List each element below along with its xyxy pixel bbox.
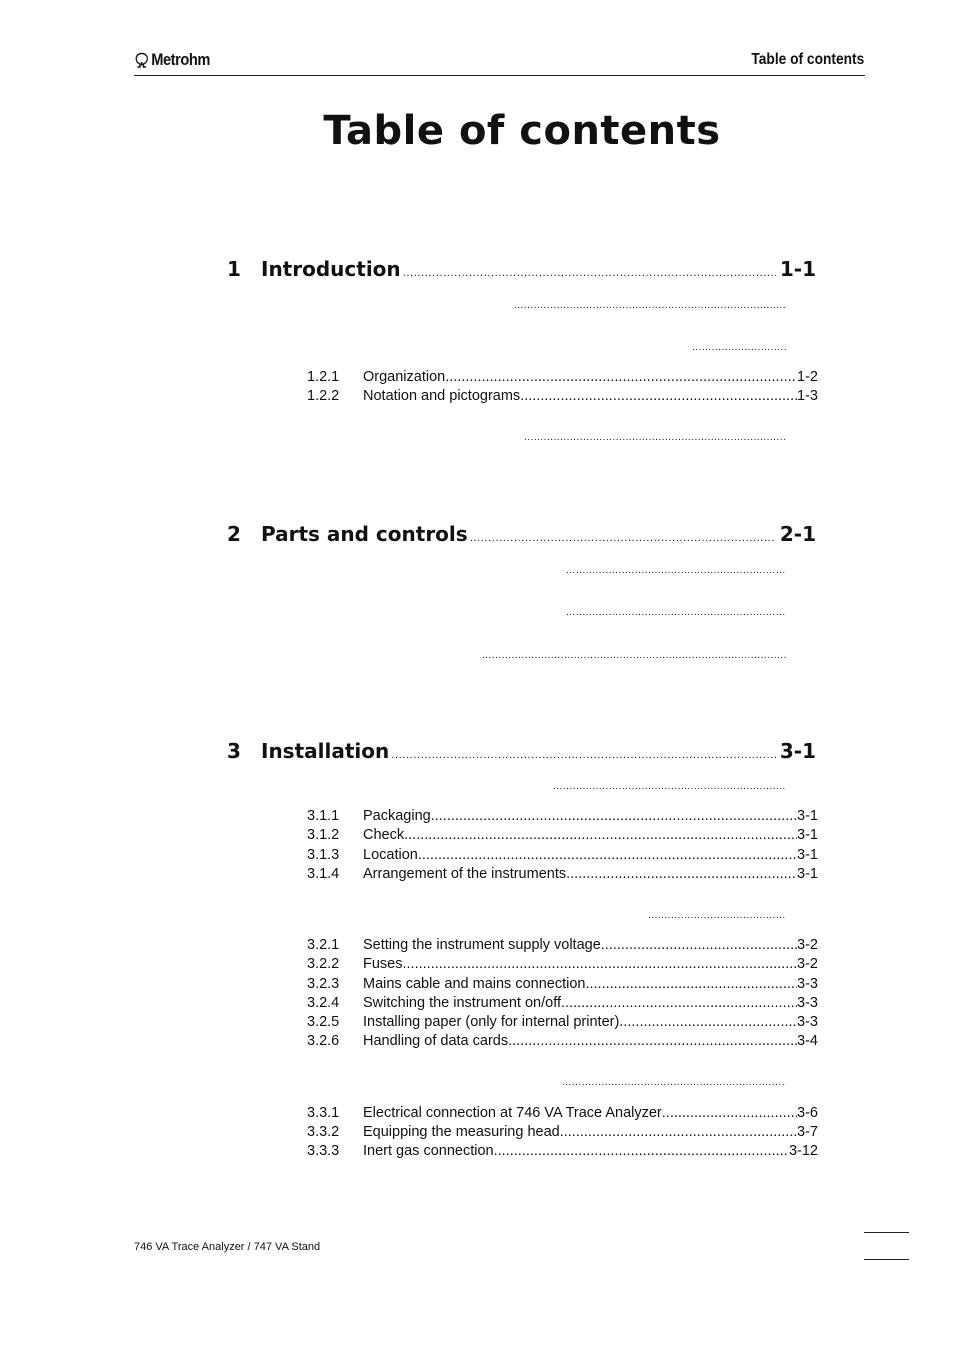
toc-entry[interactable] bbox=[307, 1105, 818, 1121]
entry-title: Equipping the measuring head bbox=[363, 1124, 560, 1140]
chapter-number: 3 bbox=[227, 739, 241, 763]
chapter-page: 2-1 bbox=[779, 522, 816, 546]
toc-entry[interactable] bbox=[307, 995, 818, 1011]
entry-number: 3.3.2 bbox=[307, 1124, 340, 1140]
dot-leader bbox=[566, 866, 797, 882]
entry-number: 3.1.1 bbox=[307, 808, 340, 824]
entry-title: Setting the instrument supply voltage bbox=[363, 937, 601, 953]
toc-entry[interactable] bbox=[307, 369, 818, 385]
toc-entry[interactable] bbox=[307, 1014, 818, 1030]
entry-title: Handling of data cards bbox=[363, 1033, 509, 1049]
entry-number: 3.1.2 bbox=[307, 827, 340, 843]
entry-title: Electrical connection at 746 VA Trace Analyzer bbox=[363, 1105, 662, 1121]
entry-title: Inert gas connection bbox=[363, 1143, 494, 1159]
chapter-number: 2 bbox=[227, 522, 241, 546]
chapter-title: Parts and controls bbox=[261, 522, 468, 546]
toc-entry[interactable] bbox=[307, 976, 818, 992]
dot-leader bbox=[560, 1124, 797, 1140]
dot-leader bbox=[648, 910, 786, 922]
dot-leader bbox=[403, 956, 798, 972]
entry-page: 3-1 bbox=[797, 866, 818, 882]
dot-leader bbox=[553, 781, 786, 793]
dot-leader bbox=[514, 300, 786, 312]
entry-title: Notation and pictograms bbox=[363, 388, 521, 404]
entry-title: Location bbox=[363, 847, 418, 863]
dot-leader bbox=[520, 388, 797, 404]
entry-page: 3-2 bbox=[797, 937, 818, 953]
omega-icon bbox=[134, 52, 149, 68]
chapter-title: Introduction bbox=[261, 257, 401, 281]
footer-rule bbox=[864, 1232, 909, 1233]
entry-page: 3-1 bbox=[797, 808, 818, 824]
chapter-page: 1-1 bbox=[779, 257, 816, 281]
entry-number: 3.1.4 bbox=[307, 866, 340, 882]
toc-entry[interactable] bbox=[307, 827, 818, 843]
dot-leader bbox=[404, 827, 797, 843]
dot-leader bbox=[470, 533, 776, 544]
footer-rule bbox=[864, 1259, 909, 1260]
toc-entry[interactable] bbox=[307, 1124, 818, 1140]
dot-leader bbox=[662, 1105, 797, 1121]
entry-number: 3.2.2 bbox=[307, 956, 340, 972]
entry-number: 1.2.1 bbox=[307, 369, 340, 385]
dot-leader bbox=[494, 1143, 789, 1159]
toc-entry[interactable] bbox=[307, 937, 818, 953]
entry-page: 3-3 bbox=[797, 995, 818, 1011]
chapter-2-heading[interactable] bbox=[227, 522, 816, 546]
dot-leader bbox=[391, 750, 776, 761]
entry-number: 3.2.4 bbox=[307, 995, 340, 1011]
entry-number: 1.2.2 bbox=[307, 388, 340, 404]
chapter-1-heading[interactable] bbox=[227, 257, 816, 281]
metrohm-logo bbox=[134, 50, 210, 70]
page-title: Table of contents bbox=[323, 108, 721, 154]
entry-page: 3-1 bbox=[797, 827, 818, 843]
entry-number: 3.3.1 bbox=[307, 1105, 340, 1121]
dot-leader bbox=[418, 847, 797, 863]
dot-leader bbox=[524, 432, 786, 444]
entry-number: 3.1.3 bbox=[307, 847, 340, 863]
entry-page: 3-2 bbox=[797, 956, 818, 972]
toc-entry[interactable] bbox=[307, 866, 818, 882]
dot-leader bbox=[601, 937, 797, 953]
dot-leader bbox=[561, 995, 797, 1011]
entry-number: 3.3.3 bbox=[307, 1143, 340, 1159]
entry-page: 3-12 bbox=[788, 1143, 818, 1159]
entry-title: Packaging bbox=[363, 808, 431, 824]
entry-title: Fuses bbox=[363, 956, 403, 972]
entry-title: Check bbox=[363, 827, 405, 843]
toc-entry[interactable] bbox=[307, 808, 818, 824]
entry-page: 3-1 bbox=[797, 847, 818, 863]
header-section-title: Table of contents bbox=[751, 51, 864, 68]
dot-leader bbox=[566, 607, 786, 619]
chapter-number: 1 bbox=[227, 257, 241, 281]
entry-number: 3.2.1 bbox=[307, 937, 340, 953]
entry-number: 3.2.6 bbox=[307, 1033, 340, 1049]
entry-title: Organization bbox=[363, 369, 446, 385]
chapter-3-heading[interactable] bbox=[227, 739, 816, 763]
entry-title: Switching the instrument on/off bbox=[363, 995, 562, 1011]
entry-page: 3-3 bbox=[797, 1014, 818, 1030]
dot-leader bbox=[403, 268, 776, 279]
entry-page: 1-2 bbox=[797, 369, 818, 385]
dot-leader bbox=[562, 1077, 786, 1089]
dot-leader bbox=[585, 976, 797, 992]
entry-title: Installing paper (only for internal printer) bbox=[363, 1014, 620, 1030]
toc-entry[interactable] bbox=[307, 1143, 818, 1159]
toc-entry[interactable] bbox=[307, 847, 818, 863]
toc-entry[interactable] bbox=[307, 1033, 818, 1049]
entry-page: 3-6 bbox=[797, 1105, 818, 1121]
chapter-title: Installation bbox=[261, 739, 390, 763]
dot-leader bbox=[692, 342, 786, 354]
entry-page: 1-3 bbox=[797, 388, 818, 404]
chapter-page: 3-1 bbox=[779, 739, 816, 763]
dot-leader bbox=[566, 565, 786, 577]
dot-leader bbox=[482, 650, 786, 662]
entry-page: 3-4 bbox=[797, 1033, 818, 1049]
logo-text: Metrohm bbox=[151, 50, 210, 69]
dot-leader bbox=[508, 1033, 797, 1049]
toc-entry[interactable] bbox=[307, 956, 818, 972]
entry-title: Mains cable and mains connection bbox=[363, 976, 586, 992]
entry-title: Arrangement of the instruments bbox=[363, 866, 567, 882]
entry-number: 3.2.3 bbox=[307, 976, 340, 992]
footer-product-name: 746 VA Trace Analyzer / 747 VA Stand bbox=[134, 1241, 321, 1253]
entry-number: 3.2.5 bbox=[307, 1014, 340, 1030]
header-divider bbox=[134, 75, 865, 76]
dot-leader bbox=[619, 1014, 797, 1030]
dot-leader bbox=[445, 369, 797, 385]
dot-leader bbox=[431, 808, 797, 824]
entry-page: 3-3 bbox=[797, 976, 818, 992]
entry-page: 3-7 bbox=[797, 1124, 818, 1140]
toc-entry[interactable] bbox=[307, 388, 818, 404]
